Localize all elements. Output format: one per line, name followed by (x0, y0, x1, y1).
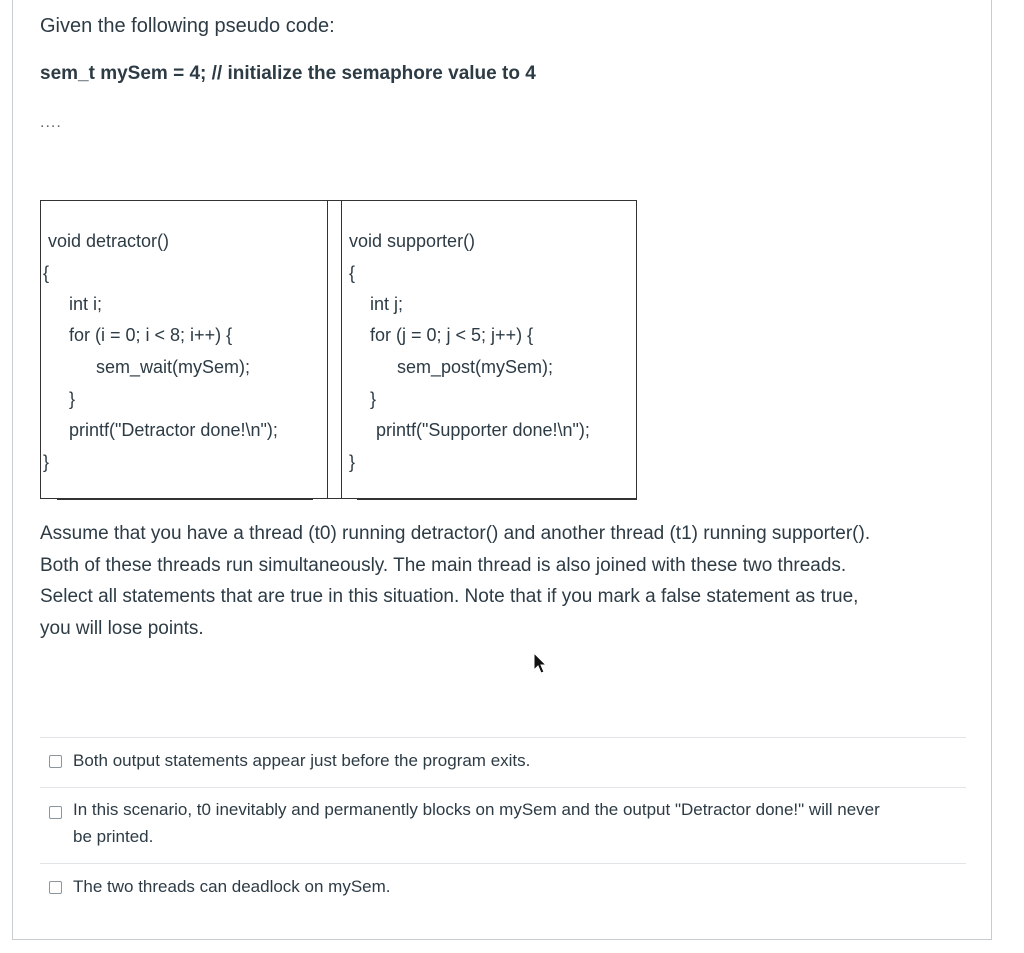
option-2-checkbox[interactable] (49, 806, 62, 819)
cell-bottom-left (57, 499, 313, 500)
detractor-signature: void detractor() (48, 231, 170, 251)
detractor-open-brace: { (43, 263, 50, 283)
supporter-var-decl: int j; (370, 294, 404, 314)
detractor-loop-close: } (69, 389, 76, 409)
paragraph-line: Both of these threads run simultaneously. The main thread is also joined with these two threads. (40, 554, 847, 576)
detractor-sem-wait: sem_wait(mySem); (96, 357, 251, 377)
option-1-label[interactable]: Both output statements appear just before the program exits. (73, 751, 531, 770)
supporter-printf: printf("Supporter done!\n"); (376, 420, 590, 440)
answer-option-3[interactable] (40, 874, 966, 908)
code-ellipsis: .... (40, 114, 62, 131)
detractor-close-brace: } (43, 452, 50, 472)
supporter-open-brace: { (349, 263, 356, 283)
option-divider (40, 787, 966, 788)
question-intro: Given the following pseudo code: (40, 15, 335, 37)
cell-bottom-right (357, 499, 637, 500)
question-paragraph (40, 518, 970, 644)
column-divider-right (341, 201, 342, 498)
paragraph-line: Select all statements that are true in this situation. Note that if you mark a false statement as true, (40, 586, 859, 607)
supporter-loop: for (j = 0; j < 5; j++) { (370, 325, 534, 345)
supporter-sem-post: sem_post(mySem); (397, 357, 554, 377)
supporter-signature: void supporter() (349, 231, 476, 251)
answer-option-2[interactable] (40, 797, 966, 857)
column-divider-left (327, 201, 328, 498)
option-2-label-line2[interactable]: be printed. (73, 827, 154, 846)
option-1-checkbox[interactable] (49, 755, 62, 768)
option-3-checkbox[interactable] (49, 881, 62, 894)
code-table (40, 200, 637, 499)
detractor-var-decl: int i; (69, 294, 103, 314)
detractor-printf: printf("Detractor done!\n"); (69, 420, 278, 440)
paragraph-line: Assume that you have a thread (t0) running detractor() and another thread (t1) running supporter(). (40, 523, 871, 544)
detractor-loop: for (i = 0; i < 8; i++) { (69, 325, 233, 345)
option-3-label[interactable]: The two threads can deadlock on mySem. (73, 877, 391, 896)
semaphore-declaration: sem_t mySem = 4; // initialize the semaphore value to 4 (40, 63, 536, 84)
paragraph-line: you will lose points. (40, 617, 204, 639)
mouse-cursor-icon (533, 652, 549, 676)
option-divider (40, 863, 966, 864)
answer-option-1[interactable] (40, 748, 966, 782)
option-2-label-line1[interactable]: In this scenario, t0 inevitably and permanently blocks on mySem and the output "Detractor done!" will never (73, 800, 880, 819)
supporter-close-brace: } (349, 452, 356, 472)
supporter-loop-close: } (370, 389, 377, 409)
option-divider (40, 737, 966, 738)
